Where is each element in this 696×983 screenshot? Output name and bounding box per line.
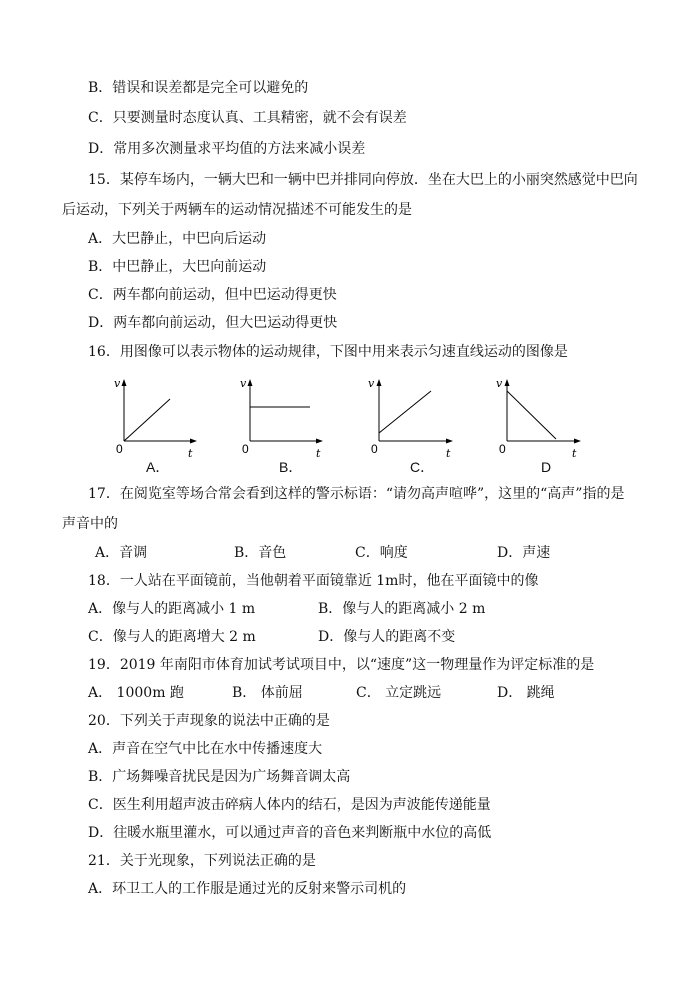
q18-option-d: D．像与人的距离不变 [318, 629, 456, 645]
graph-b-label: B． [279, 459, 303, 475]
q20-stem: 20．下列关于声现象的说法中正确的是 [88, 713, 330, 729]
graph-b-v-label: v [240, 377, 247, 390]
q14-option-b: B．错误和误差都是完全可以避免的 [88, 80, 309, 96]
q20-option-d: D．往暖水瓶里灌水，可以通过声音的音色来判断瓶中水位的高低 [88, 825, 492, 841]
q15-stem-line2: 后运动，下列关于两辆车的运动情况描述不可能发生的是 [62, 202, 412, 218]
graph-b [236, 375, 346, 470]
graph-d-v-label: v [496, 377, 503, 390]
q15-stem-line1: 15．某停车场内，一辆大巴和一辆中巴并排同向停放．坐在大巴上的小丽突然感觉中巴向 [88, 172, 638, 188]
q14-option-d: D．常用多次测量求平均值的方法来减小误差 [88, 141, 366, 157]
q17-stem-line2: 声音中的 [62, 516, 118, 532]
graph-c-t-label: t [446, 447, 451, 460]
q15-option-c: C．两车都向前运动，但中巴运动得更快 [88, 287, 337, 303]
graph-c-origin: 0 [371, 442, 378, 456]
graph-d-t-label: t [572, 447, 577, 460]
q17-option-d: D．声速 [497, 545, 551, 561]
q15-option-a: A．大巴静止，中巴向后运动 [88, 231, 267, 247]
q20-option-b: B．广场舞噪音扰民是因为广场舞音调太高 [88, 769, 351, 785]
q21-stem: 21．关于光现象，下列说法正确的是 [88, 853, 316, 869]
q17-option-b: B．音色 [234, 545, 287, 561]
q21-option-a: A．环卫工人的工作服是通过光的反射来警示司机的 [88, 881, 407, 897]
graph-b-t-label: t [316, 447, 321, 460]
graph-d-label: D [541, 459, 552, 475]
q19-option-b: B． 体前屈 [232, 685, 303, 701]
q18-option-c: C．像与人的距离增大 2 m [88, 629, 256, 645]
q20-option-a: A．声音在空气中比在水中传播速度大 [88, 741, 323, 757]
q18-stem: 18．一人站在平面镜前，当他朝着平面镜靠近 1m时，他在平面镜中的像 [88, 573, 539, 589]
q18-option-a: A．像与人的距离减小 1 m [88, 601, 256, 617]
q19-option-c: C． 立定跳远 [356, 685, 442, 701]
graph-a-label: A． [146, 459, 170, 475]
graph-a-t-label: t [188, 447, 193, 460]
q19-option-d: D． 跳绳 [497, 685, 555, 701]
q17-option-a: A．音调 [95, 545, 148, 561]
graph-a-origin: 0 [116, 442, 123, 456]
graph-c-v-label: v [368, 377, 375, 390]
q15-option-b: B．中巴静止，大巴向前运动 [88, 259, 267, 275]
graph-a [110, 375, 220, 470]
q19-option-a: A． 1000m 跑 [88, 685, 184, 701]
q15-option-d: D．两车都向前运动，但大巴运动得更快 [88, 315, 338, 331]
q20-option-c: C．医生利用超声波击碎病人体内的结石，是因为声波能传递能量 [88, 797, 491, 813]
q14-option-c: C．只要测量时态度认真、工具精密，就不会有误差 [88, 110, 407, 126]
q17-stem-line1: 17．在阅览室等场合常会看到这样的警示标语：“请勿高声喧哗”，这里的“高声”指的是 [88, 486, 625, 502]
q16-stem: 16．用图像可以表示物体的运动规律，下图中用来表示匀速直线运动的图像是 [88, 344, 568, 360]
graph-a-v-label: v [114, 377, 121, 390]
q18-option-b: B．像与人的距离减小 2 m [318, 601, 486, 617]
q17-option-c: C．响度 [355, 545, 408, 561]
graph-c-label: C． [410, 459, 435, 475]
graph-d-origin: 0 [499, 442, 506, 456]
graph-b-origin: 0 [242, 442, 249, 456]
q19-stem: 19．2019 年南阳市体育加试考试项目中，以“速度”这一物理量作为评定标准的是 [88, 657, 595, 673]
graph-c [366, 375, 476, 470]
graph-d [496, 375, 606, 470]
